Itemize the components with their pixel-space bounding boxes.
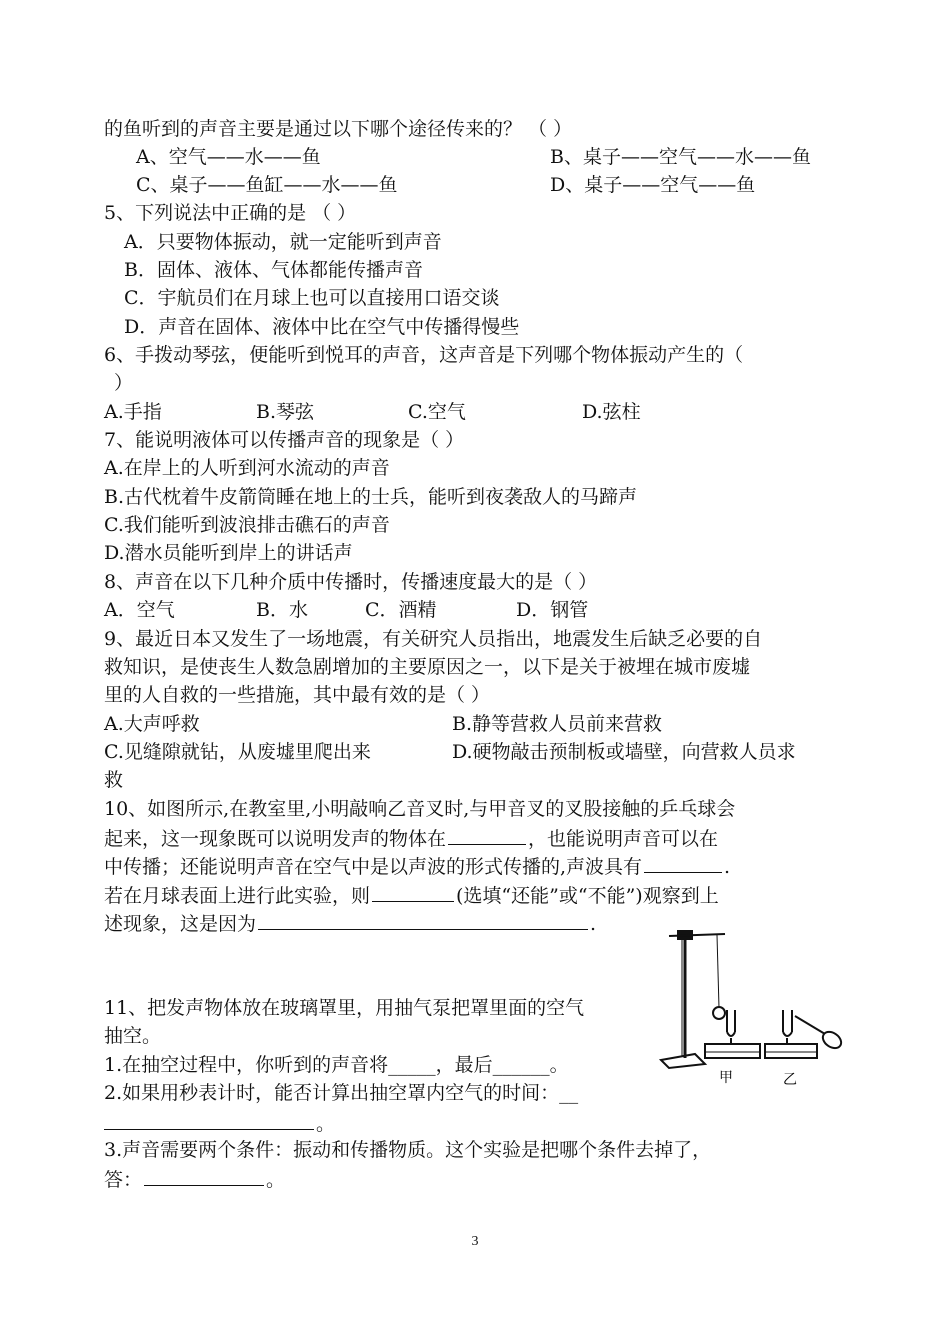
page-number: 3: [471, 1234, 479, 1249]
q10-text: 起来，这一现象既可以说明发声的物体在: [104, 828, 447, 850]
q6-option-c: C.空气: [408, 401, 466, 423]
q11-text: 。: [316, 1113, 336, 1135]
q7-option-b: B.古代枕着牛皮箭筒睡在地上的士兵，能听到夜袭敌人的马蹄声: [104, 486, 638, 508]
mallet-handle: [795, 1016, 825, 1034]
q4-stem: 的鱼听到的声音主要是通过以下哪个途径传来的？ （ ）: [104, 118, 573, 140]
q9-option-c: C.见缝隙就钻，从废墟里爬出来: [104, 741, 371, 763]
q11-stem-2: 抽空。: [104, 1025, 162, 1047]
q10-text: .: [724, 856, 731, 878]
tuning-fork-figure: [655, 922, 850, 1094]
q7-option-d: D.潜水员能听到岸上的讲话声: [104, 542, 353, 564]
q8-option-a: A．空气: [104, 599, 175, 621]
fork-a-base: [727, 1032, 735, 1036]
q11-sub-3: 3.声音需要两个条件：振动和传播物质。这个实验是把哪个条件去掉了，: [104, 1139, 712, 1161]
q8-stem: 8、声音在以下几种介质中传播时，传播速度最大的是（ ）: [104, 571, 598, 593]
fork-a-label: 甲: [719, 1070, 733, 1086]
q5-option-c: C．宇航员们在月球上也可以直接用口语交谈: [124, 287, 500, 309]
q5-option-a: A．只要物体振动，就一定能听到声音: [124, 231, 442, 253]
q5-stem: 5、下列说法中正确的是 （ ）: [104, 202, 357, 224]
q10-text: ，也能说明声音可以在: [528, 828, 719, 850]
q10-blank-3[interactable]: [372, 882, 454, 902]
q11-sub-1: 1.在抽空过程中，你听到的声音将_____，最后______。: [104, 1054, 569, 1076]
q4-option-d: D、桌子——空气——鱼: [550, 174, 756, 196]
q6-stem-cont: ）: [114, 372, 134, 394]
q9-stem-3: 里的人自救的一些措施，其中最有效的是（ ）: [104, 684, 491, 706]
q11-sub-3-answer: [104, 1166, 285, 1192]
q4-option-b: B、桌子——空气——水——鱼: [550, 146, 811, 168]
q6-option-a: A.手指: [104, 401, 162, 423]
q11-sub-2: 2.如果用秒表计时，能否计算出抽空罩内空气的时间：__: [104, 1082, 579, 1104]
q4-option-c: C、桌子——鱼缸——水——鱼: [136, 174, 398, 196]
q10-blank-4[interactable]: [258, 910, 588, 930]
q6-option-b: B.琴弦: [256, 401, 315, 423]
fork-a-box: [705, 1044, 760, 1058]
q11-sub-2-cont: [104, 1110, 335, 1136]
q10-text: 述现象，这是因为: [104, 913, 257, 935]
q7-stem: 7、能说明液体可以传播声音的现象是（ ）: [104, 429, 465, 451]
q10-line-4: [104, 882, 719, 908]
fork-b-box: [765, 1044, 817, 1058]
q6-option-d: D.弦柱: [582, 401, 641, 423]
q11-text: 。: [266, 1169, 286, 1191]
q4-option-a: A、空气——水——鱼: [136, 146, 321, 168]
q8-option-c: C．酒精: [365, 599, 437, 621]
q11-blank-condition[interactable]: [144, 1166, 264, 1186]
q5-option-b: B．固体、液体、气体都能传播声音: [124, 259, 423, 281]
q7-option-c: C.我们能听到波浪排击礁石的声音: [104, 514, 390, 536]
q9-option-d: D.硬物敲击预制板或墙壁，向营救人员求: [452, 741, 796, 763]
q11-stem: 11、把发声物体放在玻璃罩里，用抽气泵把罩里面的空气: [104, 997, 585, 1019]
q6-stem: 6、手拨动琴弦，便能听到悦耳的声音，这声音是下列哪个物体振动产生的（: [104, 344, 744, 366]
q9-stem: 9、最近日本又发生了一场地震，有关研究人员指出，地震发生后缺乏必要的自: [104, 628, 763, 650]
q10-blank-2[interactable]: [644, 853, 722, 873]
q10-line-3: [104, 853, 730, 879]
q10-text: 中传播；还能说明声音在空气中是以声波的形式传播的,声波具有: [104, 856, 643, 878]
q10-line-5: [104, 910, 596, 936]
q8-option-b: B．水: [256, 599, 308, 621]
ping-pong-ball: [713, 1007, 725, 1019]
q10-line-2: [104, 825, 718, 851]
q10-line-1: 10、如图所示,在教室里,小明敲响乙音叉时,与甲音叉的叉股接触的乒乓球会: [104, 798, 736, 820]
q9-stem-2: 救知识，是使丧生人数急剧增加的主要原因之一，以下是关于被埋在城市废墟: [104, 656, 751, 678]
q7-option-a: A.在岸上的人听到河水流动的声音: [104, 457, 390, 479]
stand-base: [661, 1054, 705, 1068]
q9-option-d-cont: 救: [104, 769, 124, 791]
fork-b-base: [783, 1032, 792, 1036]
q9-option-b: B.静等营救人员前来营救: [452, 713, 663, 735]
fork-b-label: 乙: [783, 1072, 797, 1088]
q8-option-d: D．钢管: [516, 599, 589, 621]
q9-option-a: A.大声呼救: [104, 713, 200, 735]
q5-option-d: D．声音在固体、液体中比在空气中传播得慢些: [124, 316, 520, 338]
q10-text: 若在月球表面上进行此实验，则: [104, 885, 371, 907]
pendulum-thread: [717, 935, 719, 1008]
q10-blank-1[interactable]: [448, 825, 526, 845]
q11-blank-time[interactable]: [104, 1110, 314, 1130]
q10-text: (选填“还能”或“不能”)观察到上: [456, 885, 719, 907]
q11-text: 答：: [104, 1169, 143, 1191]
q10-text: .: [590, 913, 597, 935]
